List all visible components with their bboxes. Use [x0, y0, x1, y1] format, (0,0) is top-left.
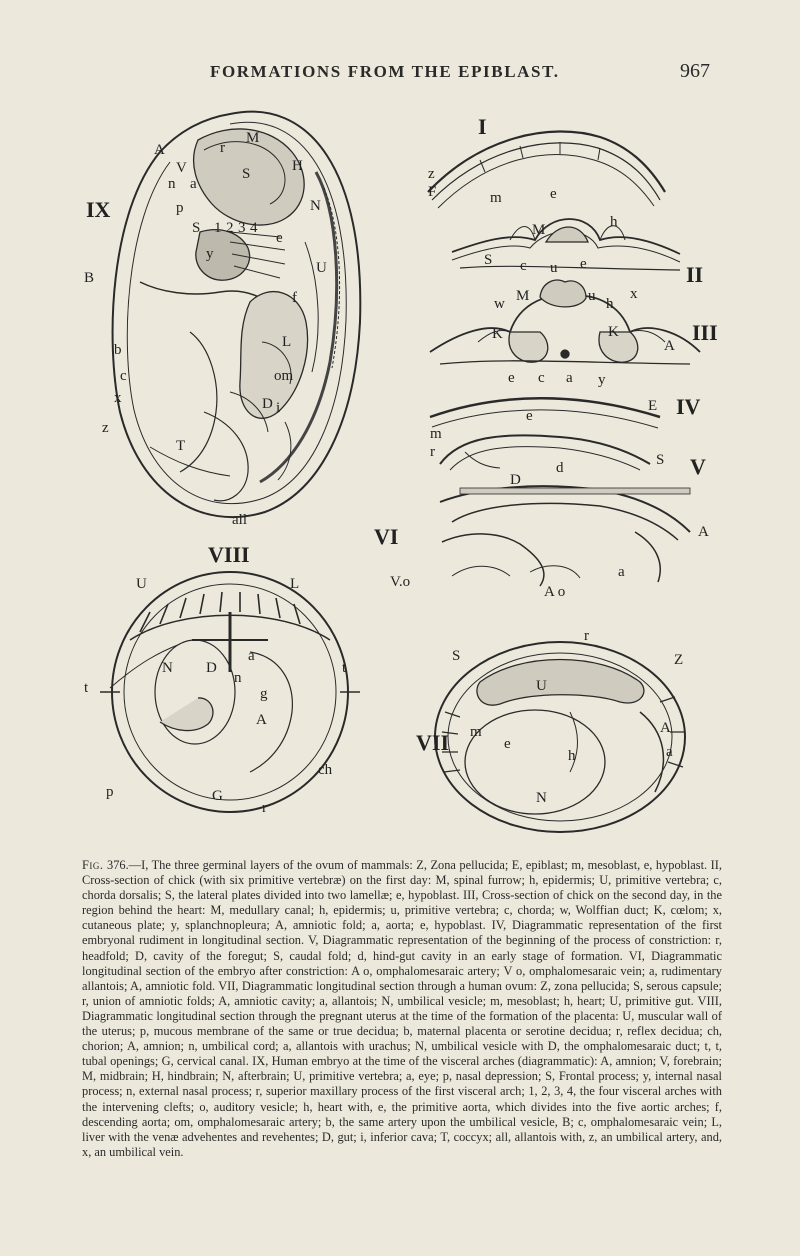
iv-v-label: m [430, 426, 442, 442]
ix-label: r [220, 140, 225, 156]
viii-label: r [262, 800, 267, 816]
ix-label: T [176, 438, 186, 454]
i-iii-label: h [606, 296, 614, 312]
ix-label: N [310, 198, 321, 214]
vi-label: a [618, 564, 625, 580]
ix-label: H [292, 158, 303, 174]
ix-label: f [292, 290, 297, 306]
viii-label: p [106, 784, 114, 800]
viii-label: G [212, 788, 223, 804]
ix-label: S [242, 166, 251, 182]
i-iii-label: m [490, 190, 502, 206]
panel-iii-drawing [430, 280, 700, 364]
i-iii-label: u [588, 288, 596, 304]
i-iii-label: x [630, 286, 638, 302]
ix-label: 3 [238, 220, 246, 236]
ix-label: all [232, 512, 247, 528]
panel-label-i: I [478, 114, 487, 139]
ix-label: y [206, 246, 214, 262]
ix-label: 4 [250, 220, 258, 236]
ix-label: x [114, 390, 122, 406]
figure-plates [80, 92, 720, 847]
i-iii-label: h [610, 214, 618, 230]
viii-label: t [84, 680, 89, 696]
ix-label: M [246, 130, 260, 146]
vii-label: h [568, 748, 576, 764]
i-iii-label: e [550, 186, 557, 202]
i-iii-label: e [580, 256, 587, 272]
viii-label: D [206, 660, 217, 676]
ix-label: A [154, 142, 165, 158]
vii-label: N [536, 790, 547, 806]
i-iii-label: c [538, 370, 545, 386]
page-header [0, 60, 800, 90]
ix-label: z [102, 420, 109, 436]
i-iii-label: z [428, 166, 435, 182]
vii-label: U [536, 678, 547, 694]
vii-label: A [660, 720, 671, 736]
i-iii-label: F [428, 184, 437, 200]
panel-vi-drawing [440, 486, 690, 586]
vi-label: A o [544, 584, 566, 600]
panel-label-vi: VI [374, 524, 399, 549]
ix-label: 1 [214, 220, 222, 236]
i-iii-label: M [532, 222, 546, 238]
i-iii-label: e [508, 370, 515, 386]
i-iii-label: K [608, 324, 619, 340]
panel-iv-v-drawing [430, 398, 660, 470]
ix-label: b [114, 342, 122, 358]
viii-label: N [162, 660, 173, 676]
i-iii-label: M [516, 288, 530, 304]
iv-v-label: S [656, 452, 665, 468]
panel-label-v: V [690, 454, 706, 479]
iv-v-label: d [556, 460, 564, 476]
i-iii-label: y [598, 372, 606, 388]
ix-label: S [192, 220, 201, 236]
viii-label: ch [318, 762, 333, 778]
i-iii-label: K [492, 326, 503, 342]
ix-label: om [274, 368, 294, 384]
panel-label-ii: II [686, 262, 704, 287]
vii-label: r [584, 628, 589, 644]
i-iii-label: w [494, 296, 505, 312]
i-iii-label: c [520, 258, 527, 274]
iv-v-label: D [510, 472, 521, 488]
ix-label: n [168, 176, 176, 192]
panel-i-drawing [428, 132, 665, 208]
panel-label-vii: VII [416, 730, 450, 755]
ix-label: V [176, 160, 187, 176]
i-iii-label: A [664, 338, 675, 354]
vii-label: Z [674, 652, 684, 668]
i-iii-label: S [484, 252, 493, 268]
vii-label: a [666, 744, 673, 760]
viii-label: t [342, 660, 347, 676]
iv-v-label: r [430, 444, 435, 460]
viii-label: A [256, 712, 267, 728]
viii-label: U [136, 576, 147, 592]
panel-label-iii: III [692, 320, 718, 345]
panel-label-ix: IX [86, 197, 111, 222]
running-head: FORMATIONS FROM THE EPIBLAST. [210, 62, 560, 81]
iv-v-label: E [648, 398, 658, 414]
ix-label: c [120, 368, 127, 384]
ix-label: D [262, 396, 273, 412]
ix-label: L [282, 334, 292, 350]
panel-ix-drawing [113, 112, 361, 517]
viii-label: L [290, 576, 300, 592]
vii-label: e [504, 736, 511, 752]
ix-label: U [316, 260, 327, 276]
ix-label: i [276, 400, 281, 416]
viii-label: a [248, 648, 255, 664]
viii-label: n [234, 670, 242, 686]
ix-label: a [190, 176, 197, 192]
ix-label: 2 [226, 220, 234, 236]
vi-label: A [698, 524, 709, 540]
iv-v-label: e [526, 408, 533, 424]
i-iii-label: u [550, 260, 558, 276]
figure-376-drawing [80, 92, 720, 847]
panel-label-viii: VIII [208, 542, 250, 567]
ix-label: p [176, 200, 184, 216]
vii-label: m [470, 724, 482, 740]
figure-caption [82, 858, 722, 1160]
page-number: 967 [680, 60, 710, 82]
figure-label: Fig. [82, 858, 104, 872]
vi-label: V.o [390, 574, 411, 590]
viii-label: g [260, 686, 268, 702]
i-iii-label: a [566, 370, 573, 386]
vii-label: S [452, 648, 461, 664]
ix-label: B [84, 270, 95, 286]
ix-label: e [276, 230, 283, 246]
panel-label-iv: IV [676, 394, 701, 419]
caption-text: 376.—I, The three germinal layers of the ovum of mammals: Z, Zona pellucida; E, epiblast; m, mesoblast, e, hypoblast. II, Cross-section of chick (with six primitive vertebræ) on the first day: M, spinal furrow; h, epidermis; U, primitive vertebra; c, chorda dorsalis; S, the lateral plates divided into two lamellæ; e, hypoblast. III, Cross-section of chick on the second day, in the region behind the heart: M, medullary canal; h, epidermis; u, primitive vertebra; c, chorda; w, Wolffian duct; K, cœlom; x, cutaneous plate; y, splanchnopleura; A, amniotic fold; a, aorta; e, hypoblast. IV, Diagrammatic representation of the first embryonal rudiment in longitudinal section. V, Diagrammatic representation of the beginning of the process of constriction: r, headfold; D, cavity of the foregut; S, caudal fold; d, hind-gut cavity in an early stage of formation. VI, Diagrammatic longitudinal section of the embryo after constriction: A o, omphalomesaraic artery; V o, omphalomesaraic vein; a, rudimentary allantois; A, amniotic fold. VII, Diagrammatic longitudinal section through a human ovum: Z, zona pellucida; S, serous capsule; r, union of amniotic folds; A, amniotic cavity; a, allantois; N, umbilical vesicle; m, mesoblast; h, heart; U, primitive gut. VIII, Diagrammatic longitudinal section through the pregnant uterus at the time of the formation of the placenta: U, muscular wall of the uterus; p, mucous membrane of the same or true decidua; b, maternal placenta or serotine decidua; r, reflex decidua; ch, chorion; A, amnion; n, umbilical cord; a, allantois with urachus; N, umbilical vesicle with D, the omphalomesaraic duct; t, t, tubal openings; G, cervical canal. IX, Human embryo at the time of the visceral arches (diagrammatic): A, amnion; V, forebrain; M, midbrain; H, hindbrain; N, afterbrain; U, primitive vertebra; a, eye; p, nasal depression; S, Frontal process; y, internal nasal process; n, external nasal process; r, superior maxillary process of the first visceral arch; 1, 2, 3, 4, the four visceral arches with the intervening clefts; o, auditory vesicle; h, heart with, e, the primitive aorta, which divides into the five aortic arches; f, descending aorta; om, omphalomesaraic artery; b, the same artery upon the umbilical vesicle, B; c, omphalomesaraic vein; L, liver with the venæ advehentes and revehentes; D, gut; i, inferior cava; T, coccyx; all, allantois with, z, an umbilical artery, and, x, an umbilical vein. [82, 858, 722, 1159]
